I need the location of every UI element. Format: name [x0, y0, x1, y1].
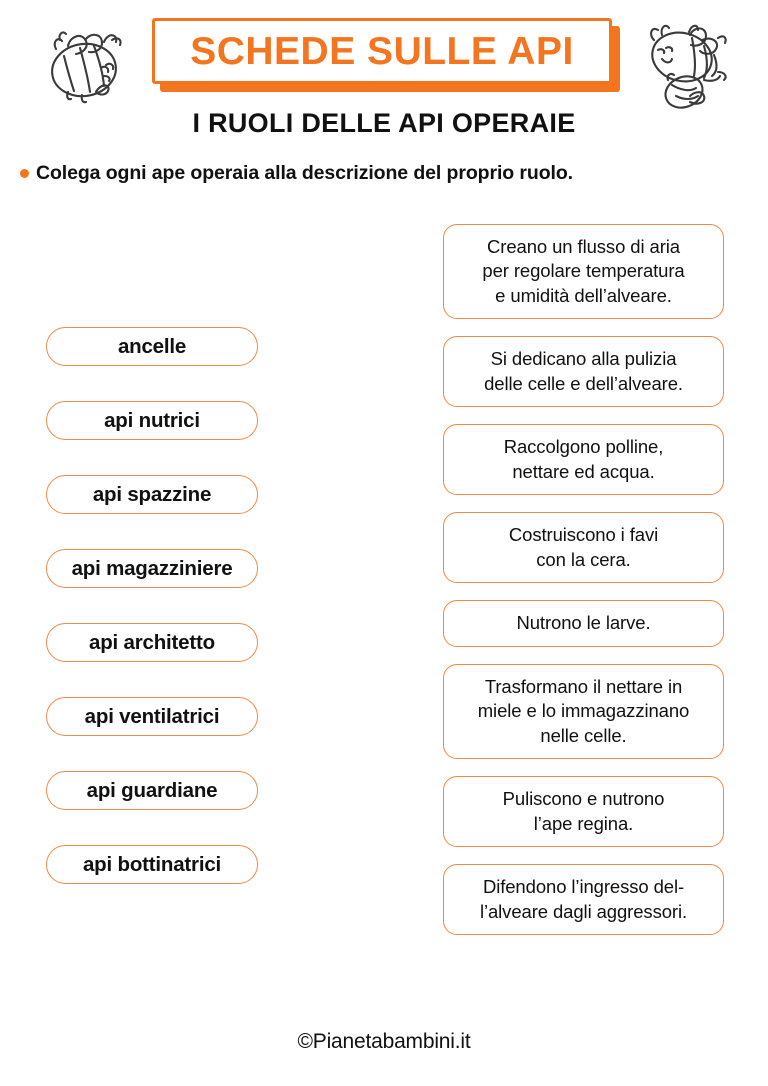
- description-text: Trasformano il nettare in miele e lo immagazzinano nelle celle.: [477, 675, 690, 746]
- role-pill[interactable]: [46, 771, 258, 810]
- page-header: [0, 0, 768, 138]
- instruction-text: Colega ogni ape operaia alla descrizione del proprio ruolo.: [36, 162, 573, 184]
- instruction-line: [20, 162, 573, 185]
- roles-column: [46, 327, 258, 884]
- role-label: api magazziniere: [71, 556, 233, 580]
- role-label: ancelle: [117, 334, 187, 358]
- role-label: api bottinatrici: [82, 852, 222, 876]
- footer-credit: ©Pianetabambini.it: [297, 1030, 471, 1053]
- description-text: Raccolgono polline, nettare ed acqua.: [503, 436, 664, 482]
- role-pill[interactable]: [46, 549, 258, 588]
- description-card[interactable]: [443, 776, 724, 847]
- description-card[interactable]: [443, 224, 724, 319]
- role-label: api nutrici: [104, 408, 200, 432]
- title-box: [152, 18, 612, 84]
- role-pill[interactable]: [46, 475, 258, 514]
- role-label: api guardiane: [86, 778, 218, 802]
- description-card[interactable]: [443, 512, 724, 583]
- description-text: Puliscono e nutrono l’ape regina.: [502, 788, 665, 834]
- description-card[interactable]: [443, 864, 724, 935]
- page-title: SCHEDE SULLE API: [190, 29, 574, 73]
- role-pill[interactable]: [46, 623, 258, 662]
- description-card[interactable]: [443, 336, 724, 407]
- description-text: Creano un flusso di aria per regolare temperatura e umidità dell’alveare.: [482, 235, 685, 306]
- role-label: api architetto: [89, 630, 215, 654]
- page-subtitle: I RUOLI DELLE API OPERAIE: [192, 108, 576, 138]
- bee-icon: [34, 12, 138, 116]
- role-pill[interactable]: [46, 845, 258, 884]
- description-card[interactable]: [443, 664, 724, 759]
- description-text: Difendono l’ingresso del- l’alveare dagli aggressori.: [479, 876, 688, 922]
- description-text: Costruiscono i favi con la cera.: [508, 524, 659, 570]
- description-card[interactable]: [443, 424, 724, 495]
- title-banner: [152, 18, 612, 88]
- role-pill[interactable]: [46, 697, 258, 736]
- role-label: api spazzine: [92, 482, 212, 506]
- role-pill[interactable]: [46, 401, 258, 440]
- description-card[interactable]: [443, 600, 724, 647]
- description-text: Nutrono le larve.: [516, 612, 651, 634]
- role-label: api ventilatrici: [84, 704, 220, 728]
- bullet-dot-icon: [20, 169, 29, 178]
- role-pill[interactable]: [46, 327, 258, 366]
- descriptions-column: [443, 224, 724, 935]
- description-text: Si dedicano alla pulizia delle celle e dell’alveare.: [484, 348, 683, 394]
